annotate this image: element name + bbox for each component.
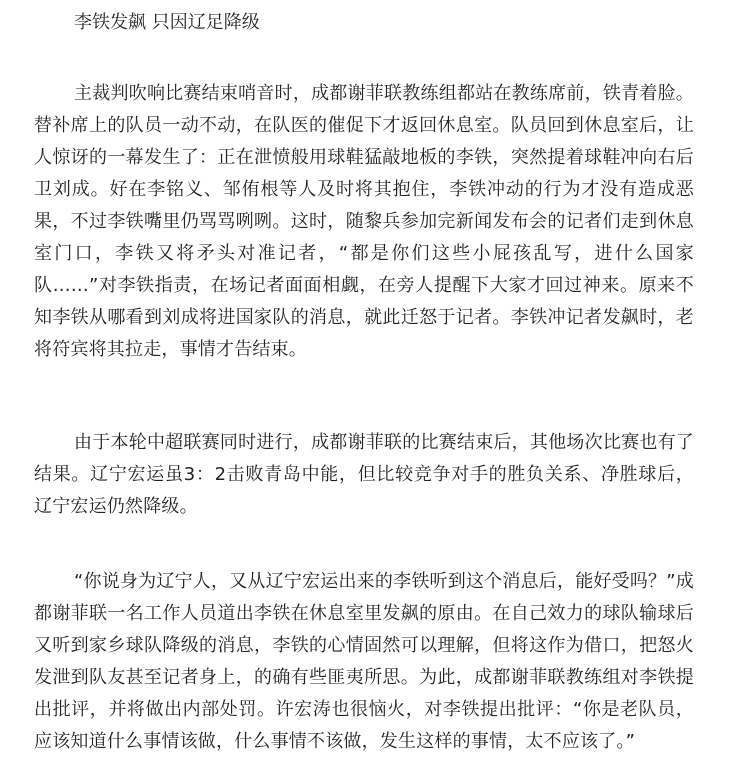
article-paragraph-2: 由于本轮中超联赛同时进行，成都谢菲联的比赛结束后，其他场次比赛也有了结果。辽宁宏运虽3：2击败青岛中能，但比较竞争对手的胜负关系、净胜球后，辽宁宏运仍然降级。 <box>34 432 694 517</box>
article-paragraph-1: 主裁判吹响比赛结束哨音时，成都谢菲联教练组都站在教练席前，铁青着脸。替补席上的队员一动不动，在队医的催促下才返回休息室。队员回到休息室后，让人惊讶的一幕发生了：正在泄愤般用球鞋猛敲地板的李铁，突然提着球鞋冲向右后卫刘成。好在李铭义、邹侑根等人及时将其抱住，李铁冲动的行为才没有造成恶果，不过李铁嘴里仍骂骂咧咧。这时，随黎兵参加完新闻发布会的记者们走到休息室门口，李铁又将矛头对准记者，“都是你们这些小屁孩乱写，进什么国家队……”对李铁指责，在场记者面面相觑，在旁人提醒下大家才回过神来。原来不知李铁从哪看到刘成将进国家队的消息，就此迁怒于记者。李铁冲记者发飙时，老将符宾将其拉走，事情才告结束。 <box>34 83 694 360</box>
article-title: 李铁发飙 只因辽足降级 <box>74 12 260 33</box>
article-paragraph-3: “你说身为辽宁人，又从辽宁宏运出来的李铁听到这个消息后，能好受吗？”成都谢菲联一名工作人员道出李铁在休息室里发飙的原由。在自己效力的球队输球后又听到家乡球队降级的消息，李铁的心情固然可以理解，但将这作为借口，把怒火发泄到队友甚至记者身上，的确有些匪夷所思。为此，成都谢菲联教练组对李铁提出批评，并将做出内部处罚。许宏涛也很恼火，对李铁提出批评：“你是老队员，应该知道什么事情该做，什么事情不该做，发生这样的事情，太不应该了。” <box>34 571 694 752</box>
